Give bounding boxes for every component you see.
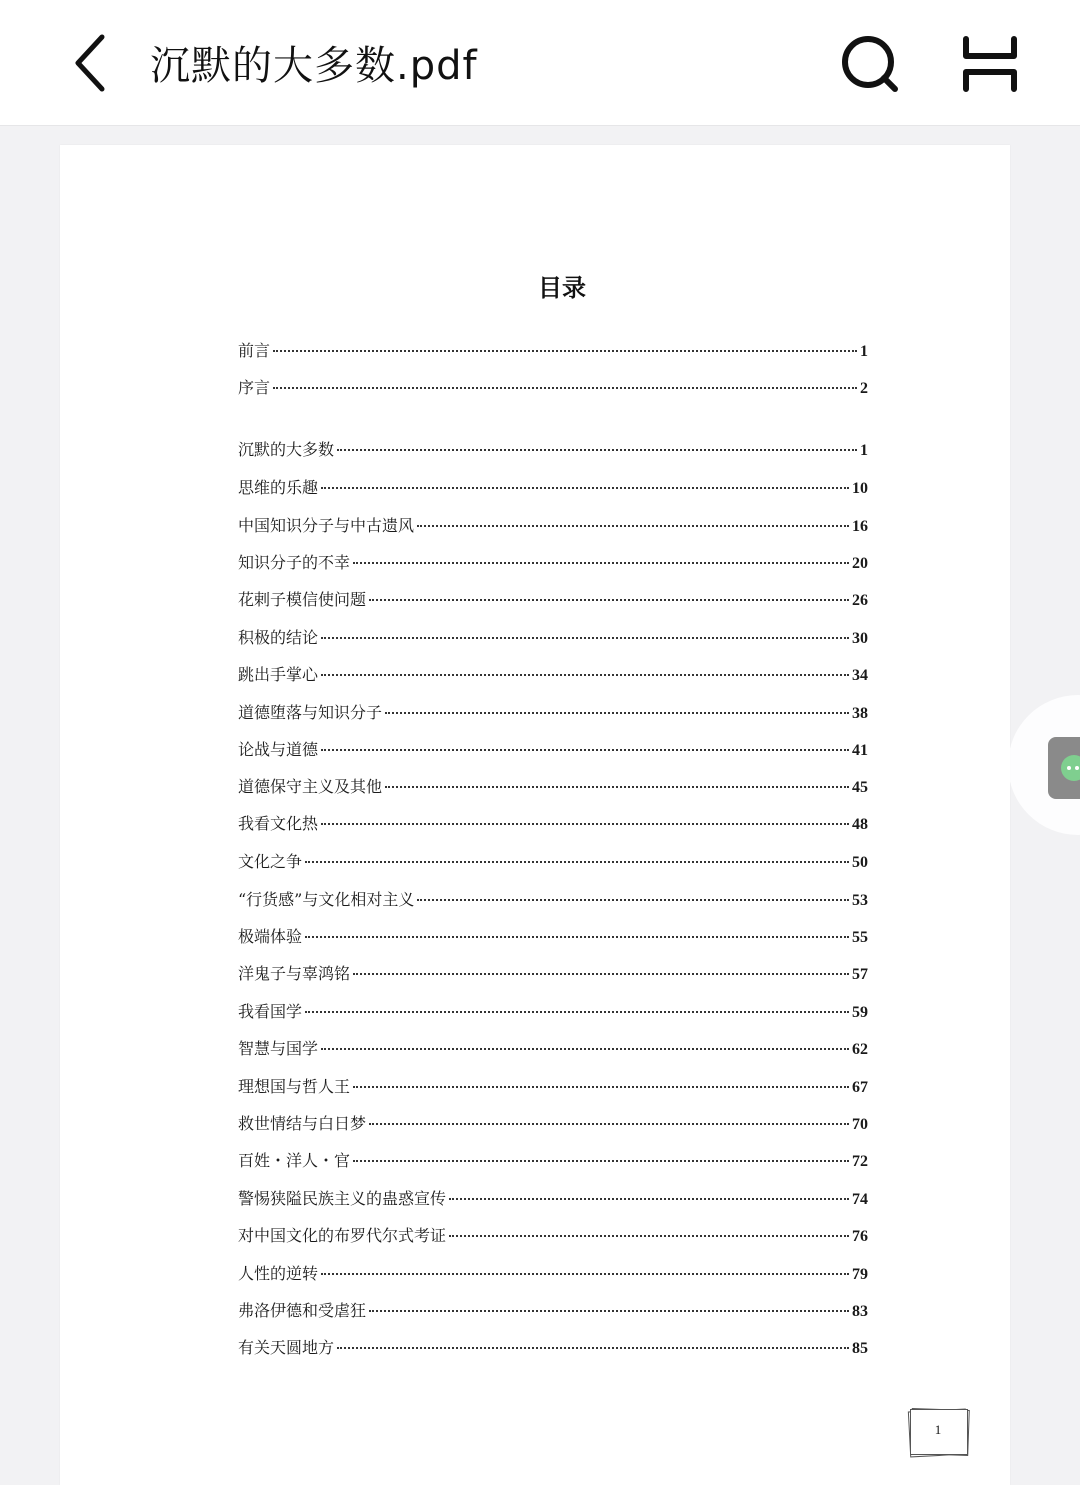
toc-entry-page: 41 [852, 742, 868, 759]
toc-entry-page: 20 [852, 555, 868, 572]
toc-entry-title: 救世情结与白日梦 [238, 1114, 367, 1133]
toc-entry-page: 57 [852, 966, 868, 983]
toc-entry-title: 智慧与国学 [238, 1039, 319, 1058]
toc-entry-page: 62 [852, 1041, 868, 1058]
search-button[interactable] [836, 30, 904, 98]
dot-leader [321, 749, 849, 751]
toc-entry-page: 67 [852, 1079, 868, 1096]
dot-leader [273, 350, 857, 352]
toc-entry-page: 16 [852, 518, 868, 535]
dot-leader [337, 449, 857, 451]
dot-leader [353, 973, 849, 975]
toc-entry-page: 85 [852, 1340, 868, 1357]
dot-leader [369, 599, 849, 601]
dot-leader [321, 1048, 849, 1050]
toc-entry-page: 83 [852, 1303, 868, 1320]
dot-leader [353, 1160, 849, 1162]
toc-entry-title: 沉默的大多数 [238, 440, 335, 459]
toc-entry[interactable] [238, 1111, 868, 1135]
toc-entry-title: 洋鬼子与辜鸿铭 [238, 964, 351, 983]
toc-entry[interactable] [238, 737, 868, 761]
toc-entry-title: 百姓・洋人・官 [238, 1151, 351, 1170]
more-dots-icon [1061, 755, 1080, 781]
toc-entry-title: “行货感”与文化相对主义 [238, 890, 415, 909]
dot-leader [305, 861, 849, 863]
toc-entry-page: 26 [852, 592, 868, 609]
toc-entry-page: 1 [860, 343, 868, 360]
toc-entry[interactable] [238, 1298, 868, 1322]
toc-entry-title: 积极的结论 [238, 628, 319, 647]
toc-entry-title: 中国知识分子与中古遗风 [238, 516, 415, 535]
dot-leader [385, 712, 849, 714]
toc-entry[interactable] [238, 1186, 868, 1210]
toc-entry-page: 1 [860, 442, 868, 459]
toc-entry[interactable] [238, 1036, 868, 1060]
dot-leader [305, 1011, 849, 1013]
toc-entry[interactable] [238, 1335, 868, 1359]
toc-entry[interactable] [238, 475, 868, 499]
toc-entry-page: 53 [852, 892, 868, 909]
toc-entry-page: 34 [852, 667, 868, 684]
dot-leader [353, 1086, 849, 1088]
toc-heading: 目录 [538, 274, 586, 302]
toc-entry-page: 10 [852, 480, 868, 497]
dot-leader [369, 1123, 849, 1125]
toc-entry[interactable] [238, 662, 868, 686]
toc-entry-title: 弗洛伊德和受虐狂 [238, 1301, 367, 1320]
toc-entry-page: 79 [852, 1266, 868, 1283]
toc-entry-title: 极端体验 [238, 927, 303, 946]
page-indicator[interactable] [907, 1406, 969, 1456]
dot-leader [417, 525, 849, 527]
toc-entry-title: 对中国文化的布罗代尔式考证 [238, 1226, 447, 1245]
page-number: 1 [934, 1422, 942, 1437]
toc-entry[interactable] [238, 1074, 868, 1098]
toc-entry[interactable] [238, 774, 868, 798]
toc-entry-page: 70 [852, 1116, 868, 1133]
toc-entry-page: 55 [852, 929, 868, 946]
toc-entry-title: 前言 [238, 341, 271, 360]
dot-leader [321, 674, 849, 676]
toc-entry-title: 我看文化热 [238, 814, 319, 833]
toc-entry-title: 人性的逆转 [238, 1264, 319, 1283]
toc-entry[interactable] [238, 849, 868, 873]
toc-entry-page: 38 [852, 705, 868, 722]
toc-entry[interactable] [238, 375, 868, 399]
toc-entry-title: 跳出手掌心 [238, 665, 319, 684]
search-icon [840, 34, 900, 94]
toc-entry-title: 论战与道德 [238, 740, 319, 759]
toc-entry-page: 74 [852, 1191, 868, 1208]
dot-leader [321, 487, 849, 489]
layout-icon [960, 36, 1020, 92]
toc-entry-title: 知识分子的不幸 [238, 553, 351, 572]
dot-leader [305, 936, 849, 938]
toc-entry[interactable] [238, 550, 868, 574]
dot-leader [449, 1235, 849, 1237]
toc-entry[interactable] [238, 924, 868, 948]
floating-assistant-button[interactable] [1048, 737, 1080, 799]
toc-entry-title: 警惕狭隘民族主义的蛊惑宣传 [238, 1189, 447, 1208]
toc-entry-page: 30 [852, 630, 868, 647]
toc-entry-title: 理想国与哲人王 [238, 1077, 351, 1096]
toc-entry[interactable] [238, 887, 868, 911]
toc-entry-page: 50 [852, 854, 868, 871]
toc-entry[interactable] [238, 961, 868, 985]
toc-entry-title: 道德保守主义及其他 [238, 777, 383, 796]
dot-leader [417, 899, 849, 901]
toc-entry[interactable] [238, 1223, 868, 1247]
toc-entry-page: 45 [852, 779, 868, 796]
chevron-left-icon [70, 33, 110, 93]
dot-leader [321, 1273, 849, 1275]
toc-entry-title: 道德堕落与知识分子 [238, 703, 383, 722]
dot-leader [449, 1198, 849, 1200]
toc-entry-title: 文化之争 [238, 852, 303, 871]
document-title: 沉默的大多数.pdf [150, 43, 478, 89]
toc-entry-page: 48 [852, 816, 868, 833]
dot-leader [369, 1310, 849, 1312]
toc-entry-title: 序言 [238, 378, 271, 397]
toc-entry[interactable] [238, 437, 868, 461]
toc-entry[interactable] [238, 999, 868, 1023]
toc-entry[interactable] [238, 1148, 868, 1172]
dot-leader [273, 387, 857, 389]
dot-leader [321, 823, 849, 825]
toc-entry[interactable] [238, 1261, 868, 1285]
dot-leader [353, 562, 849, 564]
toc-entry-title: 有关天圆地方 [238, 1338, 335, 1357]
toc-entry-title: 花剌子模信使问题 [238, 590, 367, 609]
toc-entry-title: 思维的乐趣 [238, 478, 319, 497]
back-button[interactable] [60, 28, 120, 98]
dot-leader [385, 786, 849, 788]
toc-entry[interactable] [238, 811, 868, 835]
toc-entry[interactable] [238, 587, 868, 611]
toc-entry-page: 72 [852, 1153, 868, 1170]
dot-leader [321, 637, 849, 639]
top-toolbar [0, 0, 1080, 126]
toc-entry-title: 我看国学 [238, 1002, 303, 1021]
toc-entry-page: 2 [860, 380, 868, 397]
toc-entry[interactable] [238, 625, 868, 649]
toc-entry[interactable] [238, 338, 868, 362]
dot-leader [337, 1347, 849, 1349]
layout-menu-button[interactable] [956, 30, 1024, 98]
toc-entry-page: 59 [852, 1004, 868, 1021]
toc-entry[interactable] [238, 700, 868, 724]
toc-entry-page: 76 [852, 1228, 868, 1245]
toc-entry[interactable] [238, 513, 868, 537]
